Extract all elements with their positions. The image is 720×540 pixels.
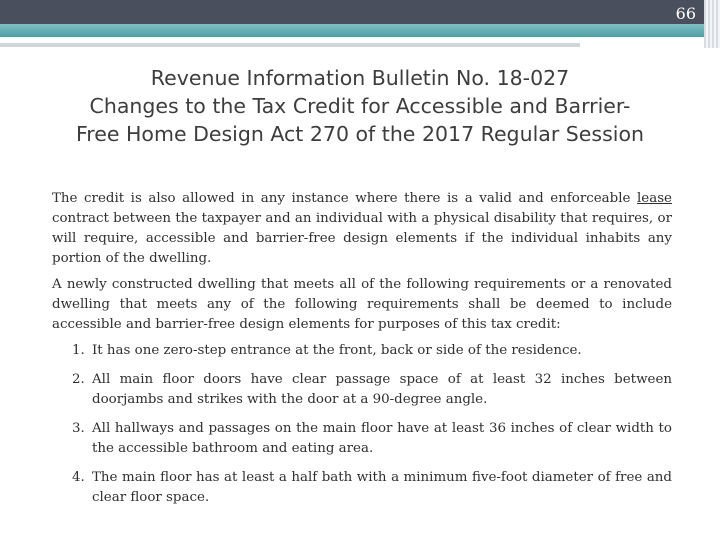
list-number: 2.: [72, 372, 85, 387]
title-line-2: Changes to the Tax Credit for Accessible and Barrier-: [89, 94, 631, 118]
decorative-stripes: [704, 0, 720, 48]
lease-paragraph: [52, 189, 672, 269]
title-line-3: Free Home Design Act 270 of the 2017 Regular Session: [76, 122, 644, 146]
list-item: [52, 370, 672, 410]
accent-strip: [0, 24, 704, 37]
lease-term: lease: [637, 191, 672, 206]
list-number: 4.: [72, 470, 85, 485]
divider-line: [0, 43, 580, 47]
list-text: All hallways and passages on the main floor have at least 36 inches of clear width to the accessible bathroom and eating area.: [92, 421, 672, 456]
requirements-list: [52, 341, 672, 508]
list-text: The main floor has at least a half bath with a minimum five-foot diameter of free and clear floor space.: [92, 470, 672, 505]
requirements-intro: A newly constructed dwelling that meets all of the following requirements or a renovated dwelling that meets any of the following requirements shall be deemed to include accessible and barrier-free design elements for purposes of this tax credit:: [52, 277, 672, 332]
slide-body: [52, 189, 672, 517]
list-text: All main floor doors have clear passage space of at least 32 inches between doorjambs and strikes with the door at a 90-degree angle.: [92, 372, 672, 407]
title-line-1: Revenue Information Bulletin No. 18-027: [150, 66, 570, 90]
list-item: [52, 341, 672, 361]
list-text: It has one zero-step entrance at the front, back or side of the residence.: [92, 343, 582, 358]
slide-title: [40, 64, 680, 148]
list-item: [52, 468, 672, 508]
list-item: [52, 419, 672, 459]
slide-number: 66: [675, 4, 696, 23]
list-number: 3.: [72, 421, 85, 436]
para1-text-start: The credit is also allowed in any instance where there is a valid and enforceable: [52, 191, 637, 206]
header-bar: [0, 0, 704, 24]
para1-text-end: contract between the taxpayer and an individual with a physical disability that requires, or will require, accessible and barrier-free design elements if the individual inhabits any portion of the dwelling.: [52, 211, 672, 266]
list-number: 1.: [72, 343, 85, 358]
